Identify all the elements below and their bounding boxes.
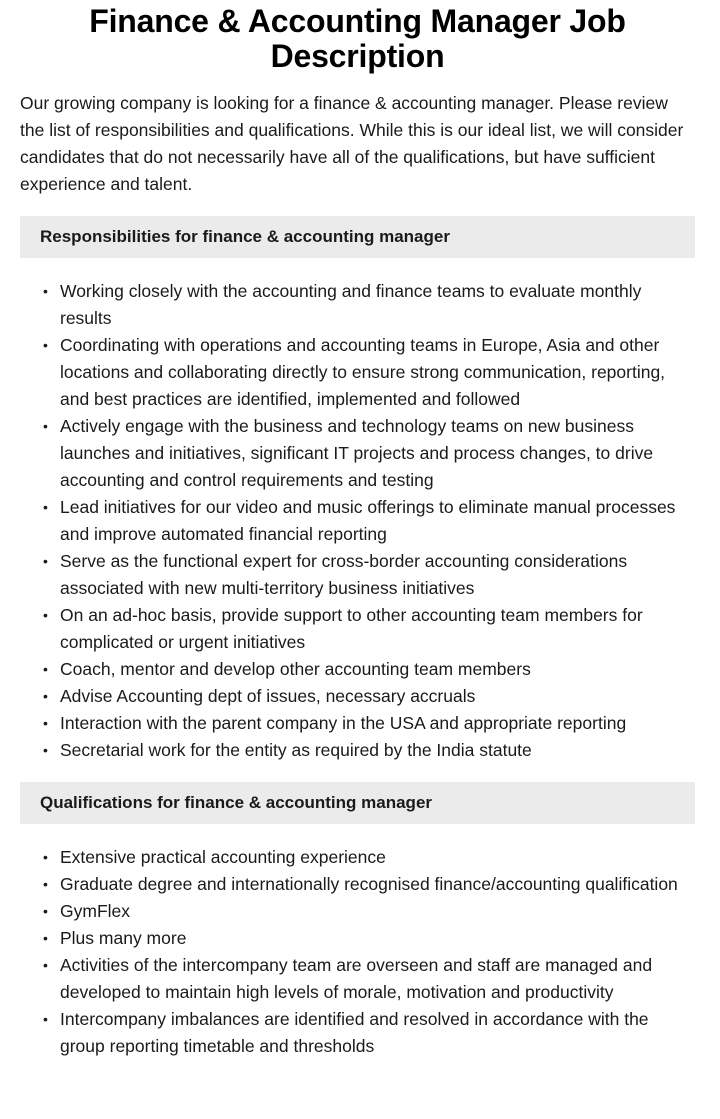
list-item: • Serve as the functional expert for cross-border accounting considerations associated with new multi-territory business initiatives (60, 548, 695, 602)
list-item: • Working closely with the accounting and finance teams to evaluate monthly results (60, 278, 695, 332)
intro-paragraph: Our growing company is looking for a finance & accounting manager. Please review the list of responsibilities and qualifications. While this is our ideal list, we will consider candidates that do not necessarily have all of the qualifications, but have sufficient experience and talent. (20, 93, 684, 194)
bullet-icon: • (43, 661, 48, 677)
bullet-icon: • (43, 876, 48, 892)
bullet-icon: • (43, 1011, 48, 1027)
list-item: • Secretarial work for the entity as required by the India statute (60, 737, 695, 764)
bullet-icon: • (43, 930, 48, 946)
list-item: • Lead initiatives for our video and music offerings to eliminate manual processes and improve automated financial reporting (60, 494, 695, 548)
bullet-icon: • (43, 553, 48, 569)
list-item: • Interaction with the parent company in the USA and appropriate reporting (60, 710, 695, 737)
qualifications-section-header (20, 782, 695, 824)
qualifications-list (20, 844, 695, 1060)
page-title: Finance & Accounting Manager Job Description (89, 3, 626, 74)
list-item: • Coach, mentor and develop other accounting team members (60, 656, 695, 683)
responsibilities-list (20, 278, 695, 764)
bullet-icon: • (43, 418, 48, 434)
list-item: • Actively engage with the business and technology teams on new business launches and initiatives, significant IT projects and process changes, to drive accounting and control requirements and testing (60, 413, 695, 494)
bullet-icon: • (43, 903, 48, 919)
bullet-icon: • (43, 715, 48, 731)
list-item: • Graduate degree and internationally recognised finance/accounting qualification (60, 871, 695, 898)
bullet-icon: • (43, 688, 48, 704)
bullet-icon: • (43, 283, 48, 299)
list-item: • Advise Accounting dept of issues, necessary accruals (60, 683, 695, 710)
list-item: • Plus many more (60, 925, 695, 952)
list-item: • Coordinating with operations and accounting teams in Europe, Asia and other locations and collaborating directly to ensure strong communication, reporting, and best practices are identified, implemented and followed (60, 332, 695, 413)
list-item: • GymFlex (60, 898, 695, 925)
responsibilities-section-header (20, 216, 695, 258)
list-item: • Intercompany imbalances are identified and resolved in accordance with the group reporting timetable and thresholds (60, 1006, 695, 1060)
bullet-icon: • (43, 499, 48, 515)
qualifications-heading: Qualifications for finance & accounting manager (40, 793, 433, 812)
bullet-icon: • (43, 337, 48, 353)
bullet-icon: • (43, 607, 48, 623)
responsibilities-heading: Responsibilities for finance & accounting manager (40, 227, 450, 246)
list-item: • Activities of the intercompany team are overseen and staff are managed and developed to maintain high levels of morale, motivation and productivity (60, 952, 695, 1006)
bullet-icon: • (43, 957, 48, 973)
list-item: • On an ad-hoc basis, provide support to other accounting team members for complicated or urgent initiatives (60, 602, 695, 656)
bullet-icon: • (43, 742, 48, 758)
bullet-icon: • (43, 849, 48, 865)
list-item: • Extensive practical accounting experience (60, 844, 695, 871)
